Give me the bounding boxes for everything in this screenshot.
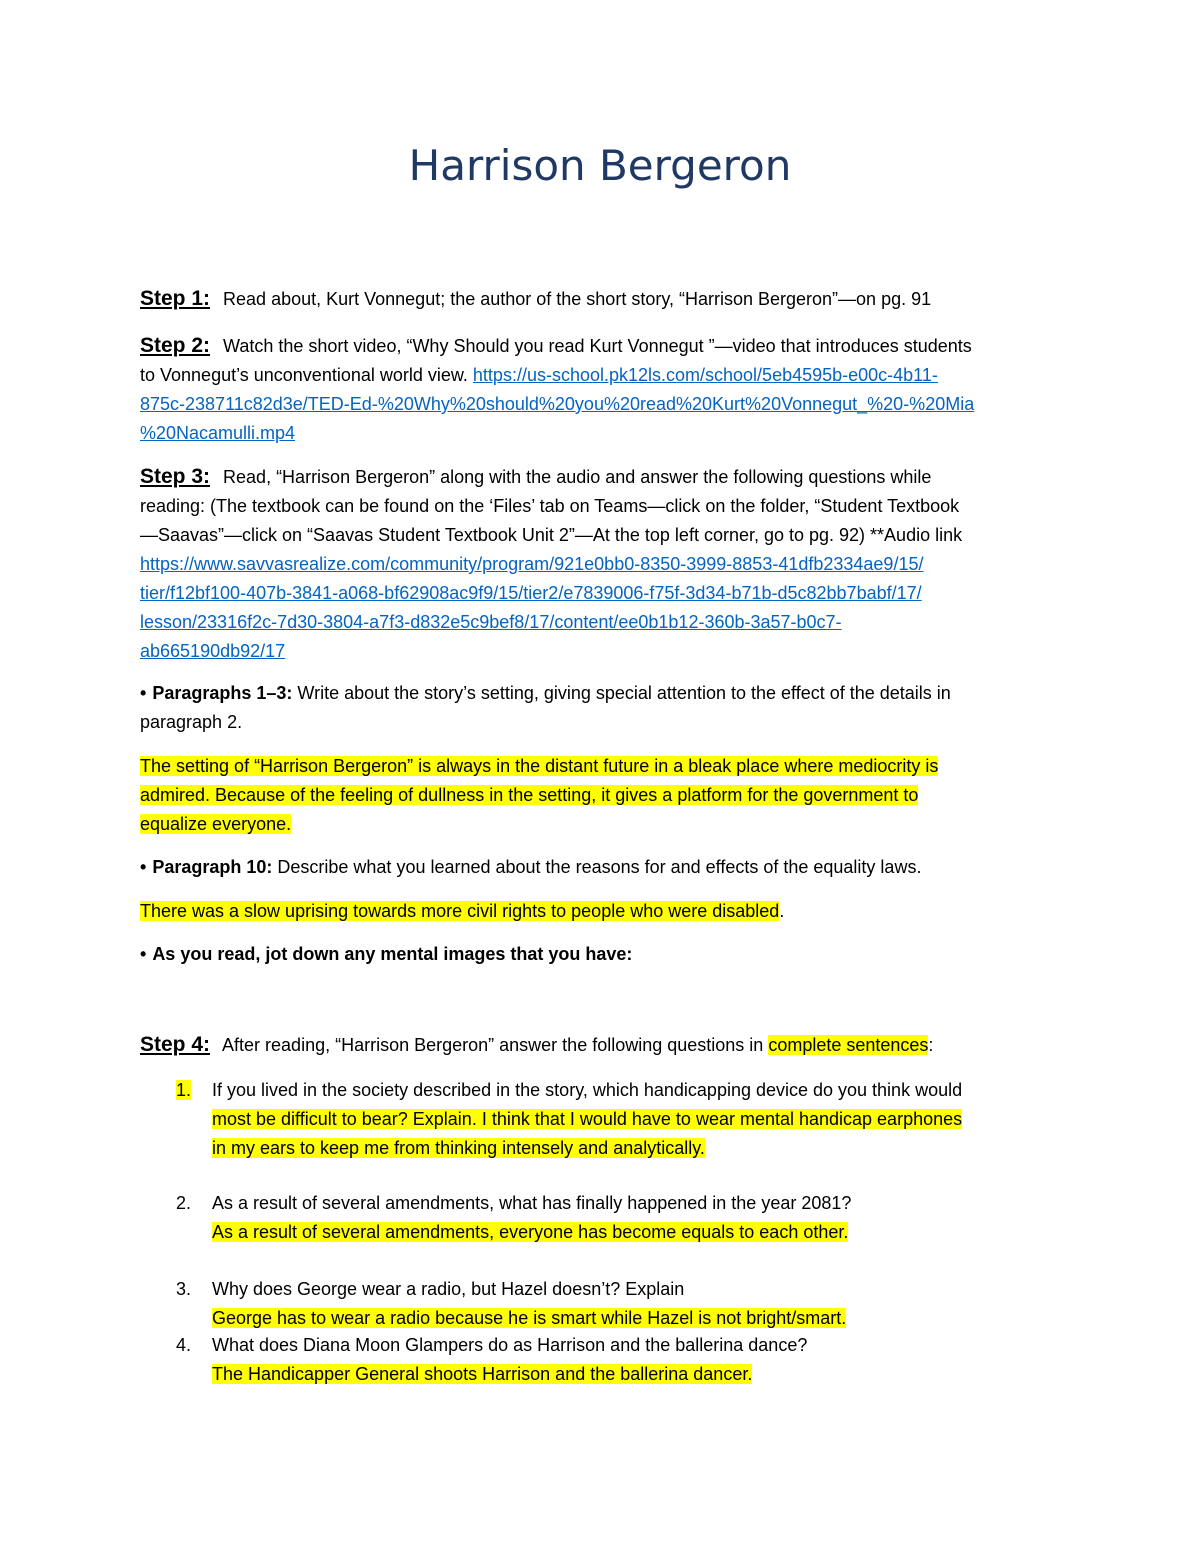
question1-line3: in my ears to keep me from thinking intensely and analytically. [212, 1138, 705, 1158]
step3-line3: —Saavas”—click on “Saavas Student Textbook Unit 2”—At the top left corner, go to pg. 92) **Audio link [140, 525, 963, 545]
step3-line2: reading: (The textbook can be found on the ‘Files’ tab on Teams—click on the folder, “Student Textbook [140, 496, 960, 516]
audio-link-line1[interactable]: https://www.savvasrealize.com/community/program/921e0bb0-8350-3999-8853-41dfb2334ae9/15/ [140, 554, 924, 574]
step3-label: Step 3: [140, 465, 211, 488]
step3-paragraph [140, 462, 1070, 666]
step1-text: Read about, Kurt Vonnegut; the author of the short story, “Harrison Bergeron”—on pg. 91 [223, 289, 932, 309]
bullet3-text: As you read, jot down any mental images that you have: [152, 944, 633, 964]
question1-line1: If you lived in the society described in the story, which handicapping device do you think would [212, 1080, 963, 1100]
step4-text-highlight: complete sentences [768, 1035, 929, 1055]
bullet1-text-line1: Write about the story’s setting, giving special attention to the effect of the details in [297, 683, 951, 703]
audio-link-line2[interactable]: tier/f12bf100-407b-3841-a068-bf62908ac9f9/15/tier2/e7839006-f75f-3d34-b71b-d5c82bb7babf/17/ [140, 583, 922, 603]
question-number: 1. [176, 1080, 192, 1100]
step2-text-line1: Watch the short video, “Why Should you read Kurt Vonnegut ”—video that introduces students [223, 336, 972, 356]
question4-text: What does Diana Moon Glampers do as Harrison and the ballerina dance? [212, 1335, 808, 1355]
answer-setting [140, 752, 1070, 839]
audio-link-line4[interactable]: ab665190db92/17 [140, 641, 286, 661]
step4-text-before: After reading, “Harrison Bergeron” answer the following questions in [222, 1035, 764, 1055]
step2-paragraph [140, 331, 1070, 448]
step3-line1: Read, “Harrison Bergeron” along with the audio and answer the following questions while [223, 467, 932, 487]
question3-text: Why does George wear a radio, but Hazel doesn’t? Explain [212, 1279, 685, 1299]
question-number: 2. [176, 1193, 192, 1213]
question-number: 4. [176, 1335, 192, 1355]
step2-text-line2: to Vonnegut’s unconventional world view. [140, 365, 468, 385]
bullet-marker: • [140, 857, 147, 877]
question-number: 3. [176, 1279, 192, 1299]
question-4 [140, 1331, 1070, 1391]
document-title: Harrison Bergeron [408, 141, 792, 190]
question2-text: As a result of several amendments, what has finally happened in the year 2081? [212, 1193, 852, 1213]
question-2 [140, 1189, 1070, 1249]
bullet-mental-images [140, 940, 1070, 969]
answer1-line3: equalize everyone. [140, 814, 292, 834]
video-link-line3[interactable]: %20Nacamulli.mp4 [140, 423, 296, 443]
video-link-line2[interactable]: 875c-238711c82d3e/TED-Ed-%20Why%20should%20you%20read%20Kurt%20Vonnegut_%20-%20Mia [140, 394, 975, 414]
question4-answer: The Handicapper General shoots Harrison and the ballerina dancer. [212, 1364, 753, 1384]
answer-equality-laws [140, 897, 1070, 926]
step2-label: Step 2: [140, 334, 211, 357]
answer2-text: There was a slow uprising towards more civil rights to people who were disabled [140, 901, 780, 921]
question3-answer: George has to wear a radio because he is smart while Hazel is not bright/smart. [212, 1308, 847, 1328]
video-link-line1[interactable]: https://us-school.pk12ls.com/school/5eb4595b-e00c-4b11- [472, 365, 938, 385]
answer1-line2: admired. Because of the feeling of dullness in the setting, it gives a platform for the government to [140, 785, 919, 805]
bullet1-text-line2: paragraph 2. [140, 712, 243, 732]
audio-link-line3[interactable]: lesson/23316f2c-7d30-3804-a7f3-d832e5c9bef8/17/content/ee0b1b12-360b-3a57-b0c7- [140, 612, 842, 632]
step4-paragraph [140, 1030, 1070, 1060]
bullet-paragraph-10 [140, 853, 1070, 882]
bullet2-text: Describe what you learned about the reasons for and effects of the equality laws. [277, 857, 922, 877]
question-3 [140, 1275, 1070, 1335]
answer1-line1: The setting of “Harrison Bergeron” is always in the distant future in a bleak place where mediocrity is [140, 756, 939, 776]
question1-line2: most be difficult to bear? Explain. I think that I would have to wear mental handicap earphones [212, 1109, 963, 1129]
bullet-marker: • [140, 683, 147, 703]
step4-text-after: : [928, 1035, 934, 1055]
bullet-paragraphs-1-3 [140, 679, 1070, 737]
step1-paragraph [140, 284, 1070, 314]
question2-answer: As a result of several amendments, everyone has become equals to each other. [212, 1222, 849, 1242]
question-1 [140, 1076, 1070, 1166]
step1-label: Step 1: [140, 287, 211, 310]
bullet1-label: Paragraphs 1–3: [152, 683, 293, 703]
answer2-period: . [779, 901, 785, 921]
bullet2-label: Paragraph 10: [152, 857, 273, 877]
step4-label: Step 4: [140, 1033, 211, 1056]
bullet-marker: • [140, 944, 147, 964]
